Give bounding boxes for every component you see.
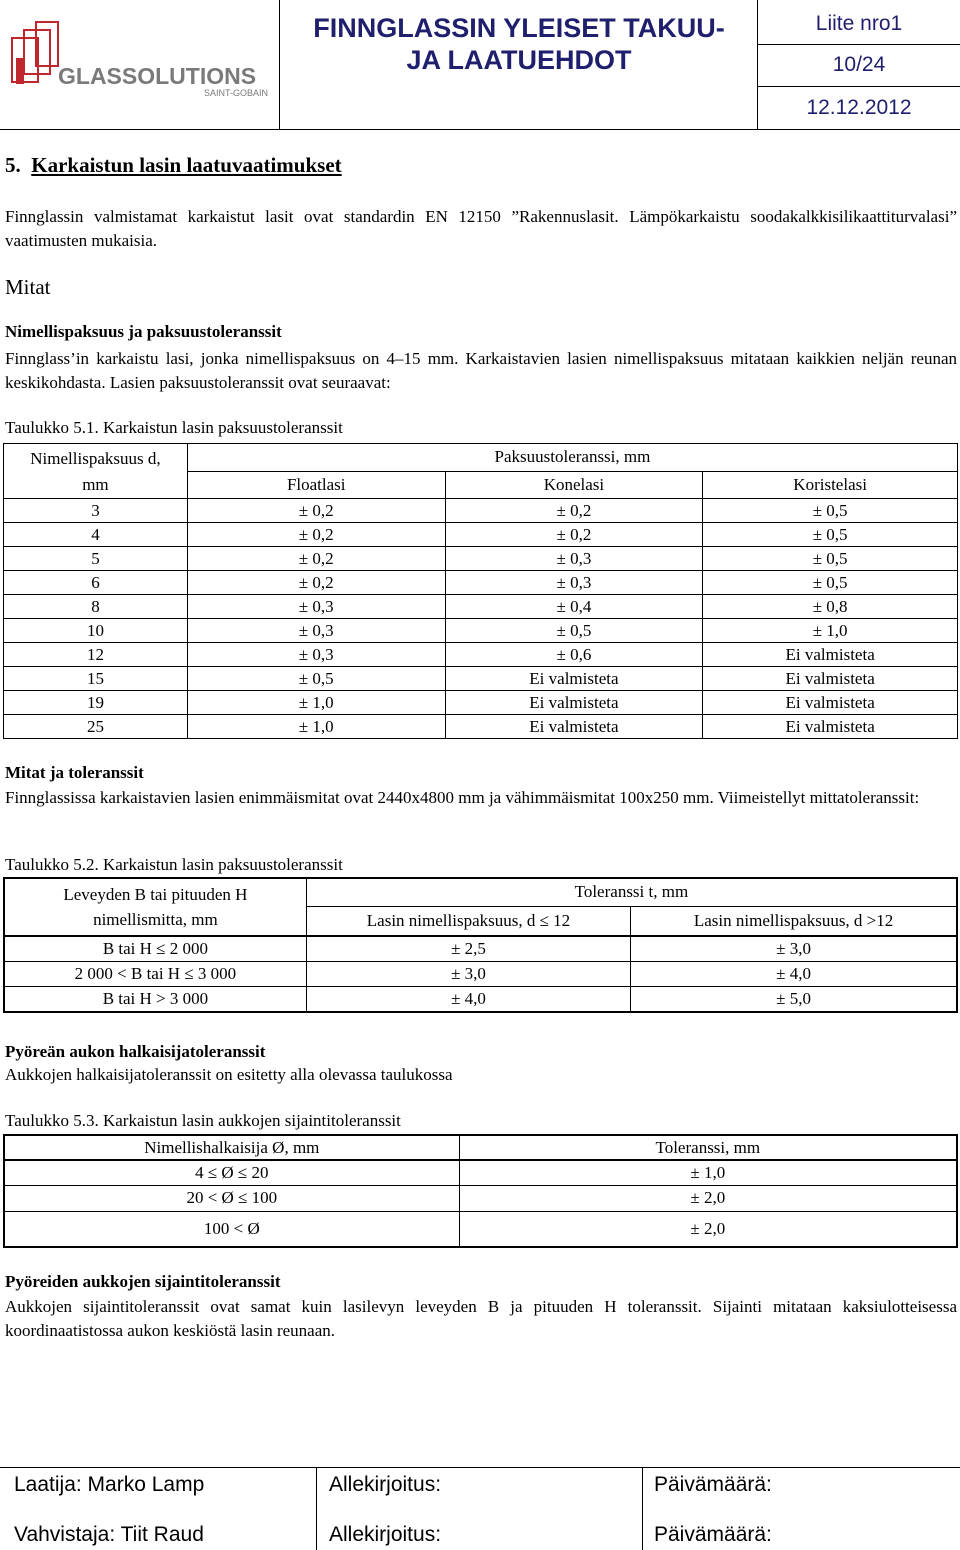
table2-col0-header: Leveyden B tai pituuden H nimellismitta, mm: [4, 878, 306, 936]
table-row: 2 000 < B tai H ≤ 3 000 ± 3,0 ± 4,0: [4, 961, 957, 986]
table1-header-kone: Konelasi: [445, 471, 703, 499]
table3-header-diameter: Nimellishalkaisija Ø, mm: [4, 1135, 459, 1160]
section-title: Karkaistun lasin laatuvaatimukset: [31, 153, 342, 177]
table-row: 20 < Ø ≤ 100 ± 2,0: [4, 1185, 957, 1211]
hole-diameter-heading: Pyöreän aukon halkaisijatoleranssit: [5, 1042, 266, 1061]
table-row: 5 ± 0,2 ± 0,3 ± 0,5: [4, 547, 958, 571]
verifier-field: Vahvistaja: Tiit Raud: [14, 1523, 204, 1546]
dimension-tolerance-table: [3, 877, 958, 1013]
table-row: 10 ± 0,3 ± 0,5 ± 1,0: [4, 619, 958, 643]
thickness-heading: Nimellispaksuus ja paksuustoleranssit: [5, 322, 282, 341]
table-row: 19 ± 1,0 Ei valmisteta Ei valmisteta: [4, 691, 958, 715]
table2-header-thin: Lasin nimellispaksuus, d ≤ 12: [306, 906, 630, 936]
mitat-heading: Mitat: [5, 275, 51, 299]
table2-group-header: Toleranssi t, mm: [306, 878, 957, 906]
section-heading: [5, 153, 342, 178]
table3-caption: Taulukko 5.3. Karkaistun lasin aukkojen sijaintitoleranssit: [5, 1111, 401, 1130]
table-row: 12 ± 0,3 ± 0,6 Ei valmisteta: [4, 643, 958, 667]
table-row: 4 ± 0,2 ± 0,2 ± 0,5: [4, 523, 958, 547]
logo-cell: [0, 0, 280, 130]
table-row: B tai H > 3 000 ± 4,0 ± 5,0: [4, 986, 957, 1012]
meta-divider: [758, 44, 960, 45]
document-header: [0, 0, 960, 130]
table-row: 6 ± 0,2 ± 0,3 ± 0,5: [4, 571, 958, 595]
document-date: 12.12.2012: [806, 96, 912, 119]
table1-header-float: Floatlasi: [187, 471, 445, 499]
table-row: B tai H ≤ 2 000 ± 2,5 ± 3,0: [4, 936, 957, 961]
dimensions-heading: Mitat ja toleranssit: [5, 763, 144, 782]
table2-caption: Taulukko 5.2. Karkaistun lasin paksuustoleranssit: [5, 855, 343, 874]
table-row: 8 ± 0,3 ± 0,4 ± 0,8: [4, 595, 958, 619]
doc-title-line2: JA LAATUEHDOT: [406, 45, 632, 75]
date-field-2: Päivämäärä:: [654, 1523, 772, 1546]
author-field: Laatija: Marko Lamp: [14, 1473, 205, 1496]
meta-cell: [758, 0, 960, 130]
appendix-number: Liite nro1: [815, 12, 903, 35]
logo-subtext: SAINT-GOBAIN: [204, 88, 269, 98]
page-number: 10/24: [832, 53, 886, 76]
signature-field-2: Allekirjoitus:: [329, 1523, 442, 1546]
table1-caption: Taulukko 5.1. Karkaistun lasin paksuustoleranssit: [5, 418, 343, 437]
meta-divider: [758, 86, 960, 87]
thickness-tolerance-table: [3, 443, 958, 739]
dimensions-paragraph: Finnglassissa karkaistavien lasien enimmäismitat ovat 2440x4800 mm ja vähimmäismitat 100x250 mm. Viimeistellyt mittatoleranssit:: [5, 788, 920, 807]
table1-group-header: Paksuustoleranssi, mm: [187, 444, 957, 472]
table-row: 15 ± 0,5 Ei valmisteta Ei valmisteta: [4, 667, 958, 691]
logo-text: GLASSOLUTIONS: [58, 63, 257, 89]
thickness-paragraph: Finnglass’in karkaistu lasi, jonka nimellispaksuus on 4–15 mm. Karkaistavien lasien nimellispaksuus mitataan kaikkien neljän reunan keskikohdasta. Lasien paksuustoleranssit ovat seuraavat:: [5, 349, 957, 392]
table-row: 3 ± 0,2 ± 0,2 ± 0,5: [4, 499, 958, 523]
intro-paragraph: Finnglassin valmistamat karkaistut lasit ovat standardin EN 12150 ”Rakennuslasit. Lämpökarkaistu soodakalkkisilikaattiturvalasi” vaatimusten mukaisia.: [5, 207, 957, 250]
table1-header-koriste: Koristelasi: [703, 471, 958, 499]
hole-position-paragraph: Aukkojen sijaintitoleranssit ovat samat kuin lasilevyn leveyden B ja pituuden H toleranssit. Sijainti mitataan kaksiulotteisessa koordinaatistossa aukon keskiöstä lasin reunaan.: [5, 1297, 957, 1340]
hole-diameter-text: Aukkojen halkaisijatoleranssit on esitetty alla olevassa taulukossa: [5, 1065, 453, 1084]
table3-header-tolerance: Toleranssi, mm: [459, 1135, 957, 1160]
hole-position-table: [3, 1134, 958, 1248]
table2-header-thick: Lasin nimellispaksuus, d >12: [631, 906, 957, 936]
signature-field-1: Allekirjoitus:: [329, 1473, 442, 1496]
table1-col0-header: Nimellispaksuus d, mm: [4, 444, 188, 499]
hole-position-heading: Pyöreiden aukkojen sijaintitoleranssit: [5, 1272, 281, 1291]
section-number: 5.: [5, 153, 21, 177]
doc-title-line1: FINNGLASSIN YLEISET TAKUU-: [313, 13, 725, 43]
table-row: 100 < Ø ± 2,0: [4, 1211, 957, 1247]
table-row: 4 ≤ Ø ≤ 20 ± 1,0: [4, 1160, 957, 1185]
title-cell: [280, 0, 758, 130]
signature-footer: [0, 1467, 960, 1550]
glassolutions-logo: [0, 0, 280, 130]
date-field-1: Päivämäärä:: [654, 1473, 772, 1496]
table-row: 25 ± 1,0 Ei valmisteta Ei valmisteta: [4, 715, 958, 739]
